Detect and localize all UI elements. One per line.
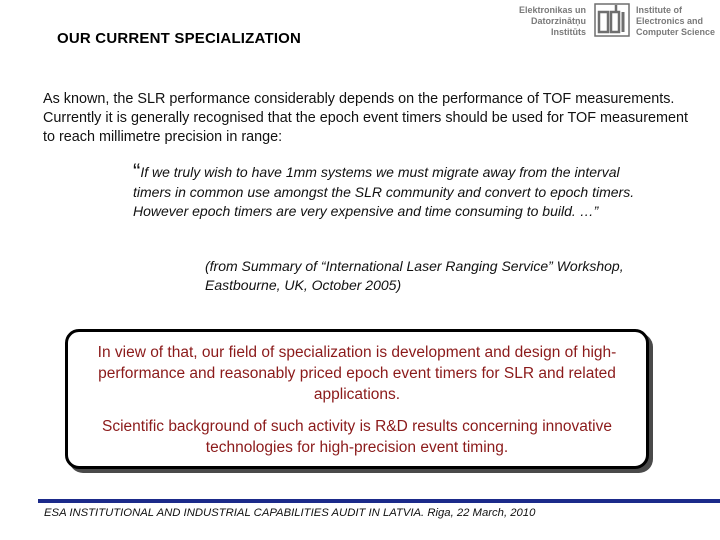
institute-name-english bbox=[636, 5, 720, 38]
logo-en-line: Institute of bbox=[636, 5, 682, 15]
quote-block bbox=[133, 159, 653, 222]
slide-title: OUR CURRENT SPECIALIZATION bbox=[57, 30, 302, 47]
highlight-paragraph-background: Scientific background of such activity is R&D results concerning innovative technologies for high-precision event timing. bbox=[101, 418, 613, 456]
highlight-paragraph-specialization: In view of that, our field of specialization is development and design of high-performance and reasonably priced epoch event timers for SLR and related applications. bbox=[97, 344, 617, 403]
logo-lv-line: Datorzinātņu bbox=[531, 16, 586, 26]
logo-lv-line: Elektronikas un bbox=[518, 5, 586, 15]
intro-paragraph: As known, the SLR performance considerably depends on the performance of TOF measurements. Currently it is generally recognised that the epoch event timers should be used for TOF measurement to reach millimetre precision in range: bbox=[43, 91, 688, 145]
quote-open-mark: “ bbox=[133, 159, 141, 184]
quote-source: (from Summary of “International Laser Ranging Service” Workshop, Eastbourne, UK, October 2005) bbox=[205, 258, 624, 293]
quote-text: If we truly wish to have 1mm systems we must migrate away from the interval timers in common use amongst the SLR community and convert to epoch timers. However epoch timers are very expensive and time consuming to build. …” bbox=[133, 164, 635, 219]
footer-divider bbox=[38, 499, 720, 503]
logo-en-line: Electronics and bbox=[636, 16, 704, 26]
footer-text: ESA INSTITUTIONAL AND INDUSTRIAL CAPABILITIES AUDIT IN LATVIA. Riga, 22 March, 2010 bbox=[44, 507, 536, 519]
edi-logo-icon bbox=[594, 3, 630, 37]
institute-name-latvian bbox=[500, 5, 586, 38]
logo-en-line: Computer Science bbox=[636, 27, 716, 37]
highlight-box bbox=[65, 329, 649, 469]
logo-lv-line: Institūts bbox=[551, 27, 586, 37]
